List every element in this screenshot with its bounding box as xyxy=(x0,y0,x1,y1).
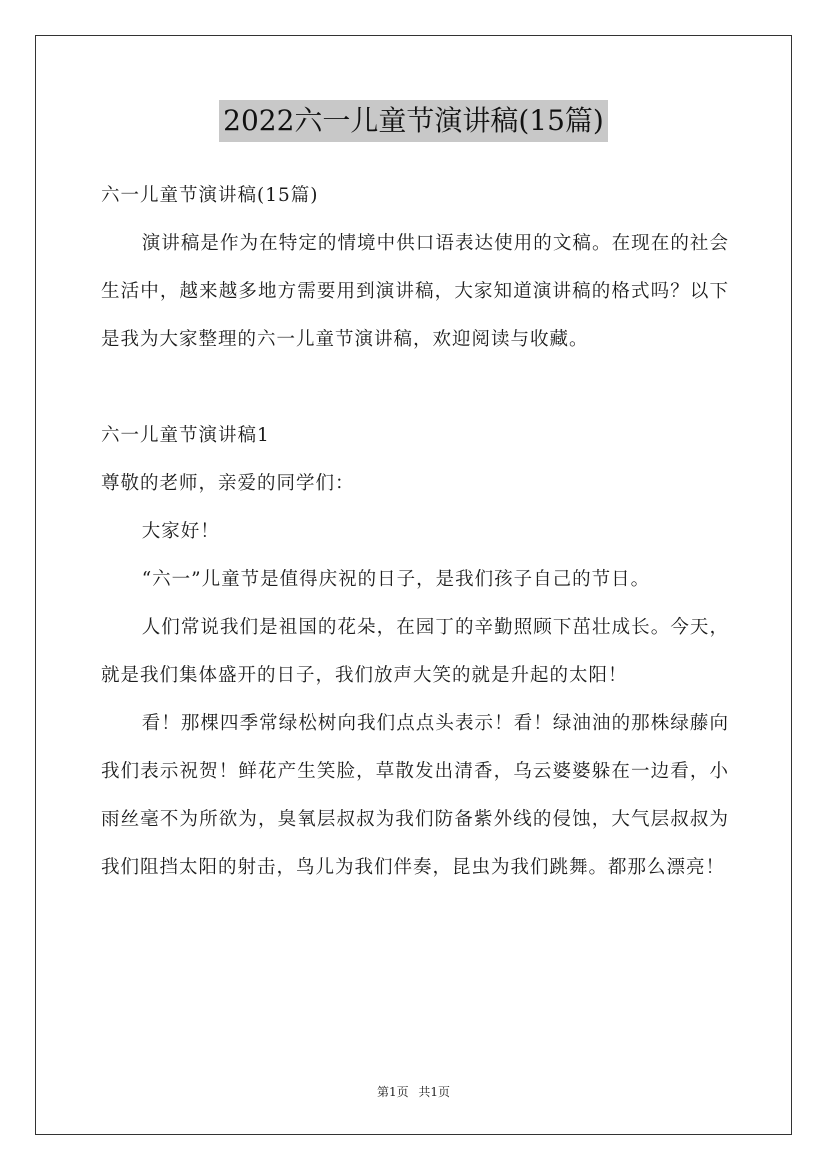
greeting: 大家好！ xyxy=(141,521,220,542)
salutation: 尊敬的老师，亲爱的同学们： xyxy=(101,473,355,494)
page-number-total: 共1页 xyxy=(418,1085,451,1099)
body-paragraph-2: 人们常说我们是祖国的花朵，在园丁的辛勤照顾下茁壮成长。今天，就是我们集体盛开的日子，我们放声大笑的就是升起的太阳！ xyxy=(101,617,729,686)
intro-paragraph: 演讲稿是作为在特定的情境中供口语表达使用的文稿。在现在的社会生活中，越来越多地方需要用到演讲稿，大家知道演讲稿的格式吗？以下是我为大家整理的六一儿童节演讲稿，欢迎阅读与收藏。 xyxy=(101,233,729,350)
body-paragraph-3: 看！那棵四季常绿松树向我们点点头表示！看！绿油油的那株绿藤向我们表示祝贺！鲜花产生笑脸，草散发出清香，乌云婆婆躲在一边看，小雨丝毫不为所欲为，臭氧层叔叔为我们防备紫外线的侵蚀，大气层叔叔为我们阻挡太阳的射击，鸟儿为我们伴奏，昆虫为我们跳舞。都那么漂亮！ xyxy=(101,713,729,878)
title-container xyxy=(0,100,827,142)
document-title: 2022六一儿童节演讲稿(15篇) xyxy=(219,100,608,142)
document-subtitle: 六一儿童节演讲稿(15篇) xyxy=(101,185,319,206)
page-number-current: 第1页 xyxy=(376,1085,409,1099)
section-heading: 六一儿童节演讲稿1 xyxy=(101,425,270,446)
document-body xyxy=(101,172,729,892)
page-footer xyxy=(0,1082,827,1102)
section-gap xyxy=(101,364,729,412)
body-paragraph-1: “六一”儿童节是值得庆祝的日子，是我们孩子自己的节日。 xyxy=(141,569,651,590)
